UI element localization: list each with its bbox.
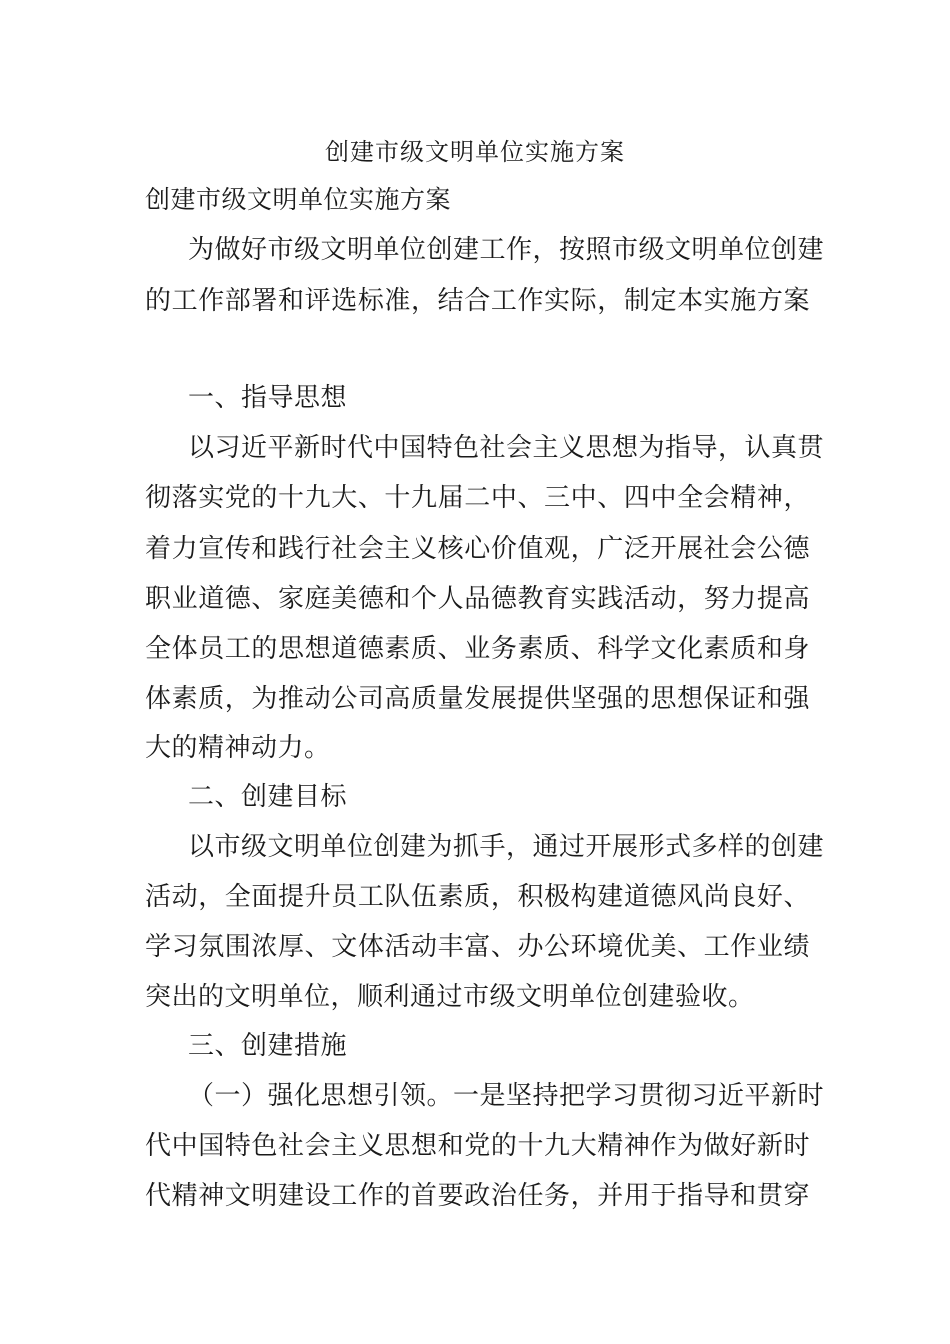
intro-line: 的工作部署和评选标准，结合工作实际，制定本实施方案 <box>145 286 810 316</box>
paragraph-line: 代精神文明建设工作的首要政治任务，并用于指导和贯穿 <box>145 1181 810 1211</box>
page-title: 创建市级文明单位实施方案 <box>325 138 625 166</box>
paragraph-line: 体素质，为推动公司高质量发展提供坚强的思想保证和强 <box>145 684 810 714</box>
paragraph-line: 以市级文明单位创建为抓手，通过开展形式多样的创建 <box>188 832 825 862</box>
paragraph-line: 职业道德、家庭美德和个人品德教育实践活动，努力提高 <box>145 584 810 614</box>
section-heading: 二、创建目标 <box>188 782 348 812</box>
paragraph-line: 全体员工的思想道德素质、业务素质、科学文化素质和身 <box>145 634 810 664</box>
section-heading: 一、指导思想 <box>188 383 348 413</box>
paragraph-line: 以习近平新时代中国特色社会主义思想为指导，认真贯 <box>188 433 825 463</box>
paragraph-line: 活动，全面提升员工队伍素质，积极构建道德风尚良好、 <box>145 882 810 912</box>
paragraph-line: 彻落实党的十九大、十九届二中、三中、四中全会精神， <box>145 483 810 513</box>
document-subtitle: 创建市级文明单位实施方案 <box>145 185 452 214</box>
paragraph-line: （一）强化思想引领。一是坚持把学习贯彻习近平新时 <box>188 1081 825 1111</box>
paragraph-line: 学习氛围浓厚、文体活动丰富、办公环境优美、工作业绩 <box>145 932 810 962</box>
paragraph-line: 代中国特色社会主义思想和党的十九大精神作为做好新时 <box>145 1131 810 1161</box>
paragraph-line: 大的精神动力。 <box>145 733 331 763</box>
paragraph-line: 突出的文明单位，顺利通过市级文明单位创建验收。 <box>145 982 755 1012</box>
section-heading: 三、创建措施 <box>188 1031 348 1061</box>
paragraph-line: 着力宣传和践行社会主义核心价值观，广泛开展社会公德 <box>145 534 810 564</box>
intro-line: 为做好市级文明单位创建工作，按照市级文明单位创建 <box>188 235 825 265</box>
